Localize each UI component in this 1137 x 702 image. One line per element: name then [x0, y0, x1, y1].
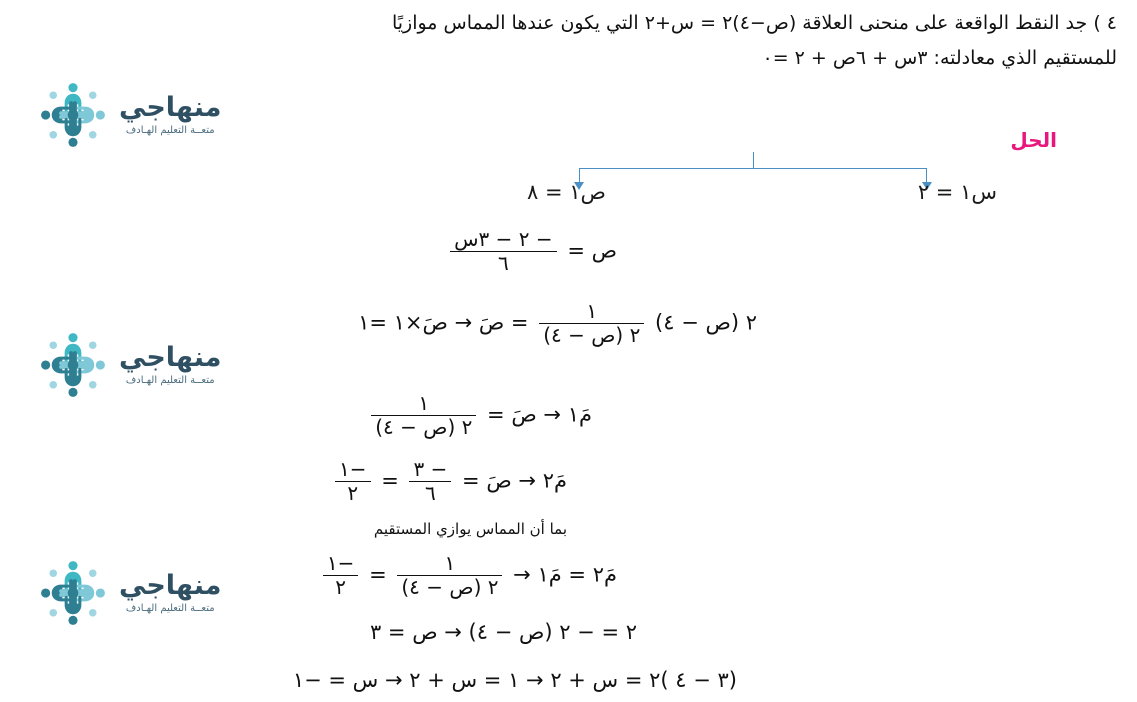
- eq3-label: مَ١: [567, 402, 592, 427]
- parallel-tangent-note: بما أن المماس يوازي المستقيم: [373, 520, 567, 538]
- eq5-equals: =: [369, 562, 387, 587]
- flower-people-logo-icon: [35, 555, 111, 631]
- watermark-logo-bottom: [35, 548, 265, 638]
- watermark-logo-middle: [35, 320, 265, 410]
- watermark-text: [119, 94, 221, 135]
- question-block: [27, 6, 1117, 76]
- eq5-fraction-2: [323, 552, 359, 599]
- eq5-fraction-1: [397, 552, 502, 599]
- eq4-denominator-2: ٢: [335, 481, 371, 505]
- equation-line-5: [319, 552, 617, 599]
- eq2-denominator: ٢ (ص − ٤): [539, 323, 644, 347]
- eq4-equals: =: [381, 468, 399, 493]
- watermark-text: [119, 344, 221, 385]
- eq5-numerator-1: ١: [444, 551, 456, 575]
- eq2-numerator: ١: [586, 299, 598, 323]
- equation-line-2: [358, 300, 757, 347]
- eq3-middle: صَ =: [487, 402, 537, 427]
- flower-people-logo-icon: [35, 327, 111, 403]
- eq5-label: مَ٢ = مَ١: [537, 562, 617, 587]
- eq4-label: مَ٢: [542, 468, 567, 493]
- equation-line-7: (٣ − ٤ )٢ = س + ٢ → ١ = س + ٢ → س = −١: [292, 668, 737, 692]
- eq4-text: صَ =: [462, 468, 512, 493]
- watermark-subtitle: متعــة التعليم الهـادف: [125, 602, 215, 614]
- watermark-text: [119, 572, 221, 613]
- watermark-subtitle: متعــة التعليم الهـادف: [125, 124, 215, 136]
- eq2-fraction: [539, 300, 644, 347]
- watermark-logo-top: [35, 70, 265, 160]
- eq4-numerator-2: −١: [338, 457, 367, 481]
- eq4-denominator-1: ٦: [409, 481, 451, 505]
- watermark-title: منهاجي: [119, 92, 222, 124]
- equation-line-4: [331, 458, 567, 505]
- branch-stem: [753, 152, 754, 168]
- eq3-fraction: [371, 392, 476, 439]
- eq2-middle: = صَ: [478, 310, 529, 335]
- eq2-prefix: ٢ (ص − ٤): [655, 310, 757, 335]
- question-line-1: جد النقط الواقعة على منحنى العلاقة (ص−٤)٢ = س+٢ التي يكون عندها المماس موازيًا: [391, 12, 1088, 34]
- eq2-right: → صَ×١ =١: [358, 310, 473, 335]
- equation-line-3: [367, 392, 592, 439]
- watermark-title: منهاجي: [119, 342, 222, 374]
- eq3-numerator: ١: [418, 391, 430, 415]
- eq4-numerator-1: − ٣: [413, 457, 448, 481]
- eq4-arrow: →: [518, 468, 537, 493]
- eq1-numerator: − ٢ − ٣س: [454, 227, 553, 251]
- eq3-arrow: →: [543, 402, 562, 427]
- watermark-title: منهاجي: [119, 570, 222, 602]
- eq4-fraction-2: [335, 458, 371, 505]
- eq1-fraction: [450, 228, 557, 275]
- eq1-denominator: ٦: [450, 251, 557, 275]
- eq5-denominator-2: ٢: [323, 575, 359, 599]
- equation-line-6: ٢ = − ٢ (ص − ٤) → ص = ٣: [369, 620, 637, 644]
- eq4-fraction-1: [409, 458, 451, 505]
- root-left-value: ص١ = ٨: [527, 180, 606, 204]
- watermark-subtitle: متعــة التعليم الهـادف: [125, 374, 215, 386]
- equation-line-1: [446, 228, 617, 275]
- question-line-2: للمستقيم الذي معادلته: ٣س + ٦ص + ٢ =٠: [762, 47, 1117, 70]
- flower-people-logo-icon: [35, 77, 111, 153]
- eq1-label: ص =: [567, 238, 617, 263]
- eq3-denominator: ٢ (ص − ٤): [371, 415, 476, 439]
- root-right-value: س١ = ٢: [917, 180, 997, 204]
- question-number: ٤ ): [1093, 12, 1117, 34]
- solution-label: الحل: [1010, 128, 1057, 152]
- tree-roots: [527, 180, 997, 204]
- eq5-arrow: →: [513, 562, 531, 587]
- branch-horizontal-bar: [579, 168, 927, 169]
- eq5-numerator-2: −١: [326, 551, 355, 575]
- eq5-denominator-1: ٢ (ص − ٤): [397, 575, 502, 599]
